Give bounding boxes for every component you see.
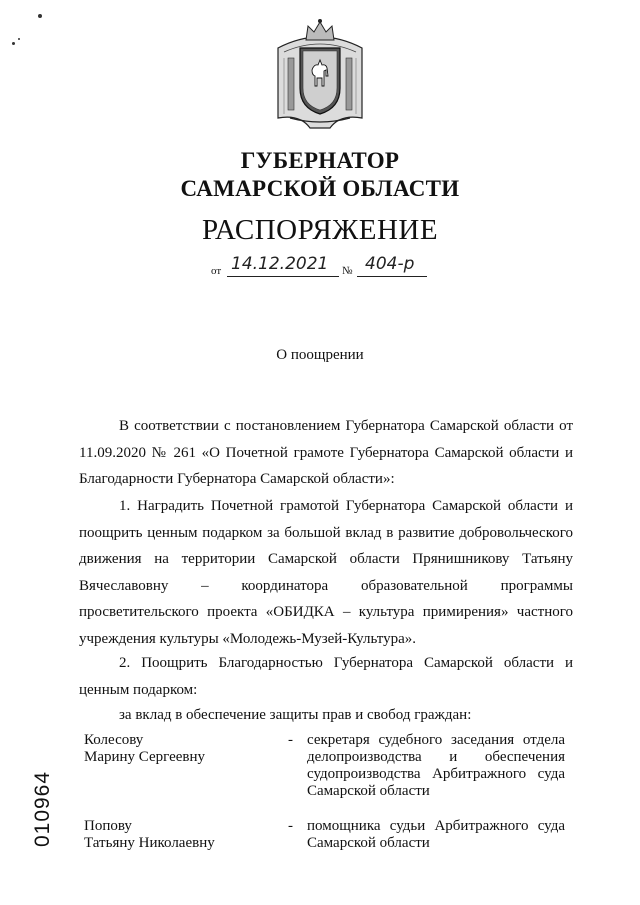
person-2-surname: Попову (84, 818, 132, 834)
scan-speck (18, 38, 20, 40)
paragraph-item-1: 1. Наградить Почетной грамотой Губернатора Самарской области и поощрить ценным подарком за большой вклад в развитие добровольческого движения на территории Самарской области Прянишникову Татьяну Вячеславовну – координатора образовательной программы просветительского проекта «ОБИДКА – культура примирения» частного учреждения культуры «Молодежь-Музей-Культура». (79, 498, 573, 647)
person-2-name (84, 818, 274, 852)
paragraph-category: за вклад в обеспечение защиты прав и свобод граждан: (119, 707, 472, 723)
issuer-title-line1: ГУБЕРНАТОР (240, 148, 400, 173)
person-1-surname: Колесову (84, 732, 144, 748)
paragraph-item-2: 2. Поощрить Благодарностью Губернатора Самарской области и ценным подарком: (79, 655, 573, 698)
number-prefix: № (342, 265, 353, 277)
person-1-given-names: Марину Сергеевну (84, 749, 206, 765)
paragraph-preamble: В соответствии с постановлением Губернатора Самарской области от 11.09.2020 № 261 «О Почетной грамоте Губернатора Самарской области и Благодарности Губернатора Самарской области»: (79, 418, 573, 487)
issuer-title-line2: САМАРСКОЙ ОБЛАСТИ (180, 176, 460, 201)
date-underline (227, 276, 339, 277)
document-subject: О поощрении (276, 347, 364, 363)
coat-of-arms-emblem (270, 18, 370, 130)
person-1-position: секретаря судебного заседания отдела делопроизводства и обеспечения судопроизводства Арбитражного суда Самарской области (307, 732, 565, 799)
person-2-dash: - (288, 818, 293, 834)
person-1-dash: - (288, 732, 293, 748)
serial-stamp (30, 764, 56, 854)
person-1-name (84, 732, 274, 766)
date-number-line (211, 254, 431, 282)
date-prefix: от (211, 265, 222, 277)
serial-stamp-number: 010964 (31, 770, 54, 848)
date-value: 14.12.2021 (231, 254, 329, 274)
scan-speck (12, 42, 15, 45)
document-type: РАСПОРЯЖЕНИЕ (201, 214, 439, 246)
number-value: 404-р (365, 254, 415, 274)
scan-speck (38, 14, 42, 18)
person-2-position: помощника судьи Арбитражного суда Самарской области (307, 818, 565, 851)
number-underline (357, 276, 427, 277)
person-2-given-names: Татьяну Николаевну (84, 835, 215, 851)
